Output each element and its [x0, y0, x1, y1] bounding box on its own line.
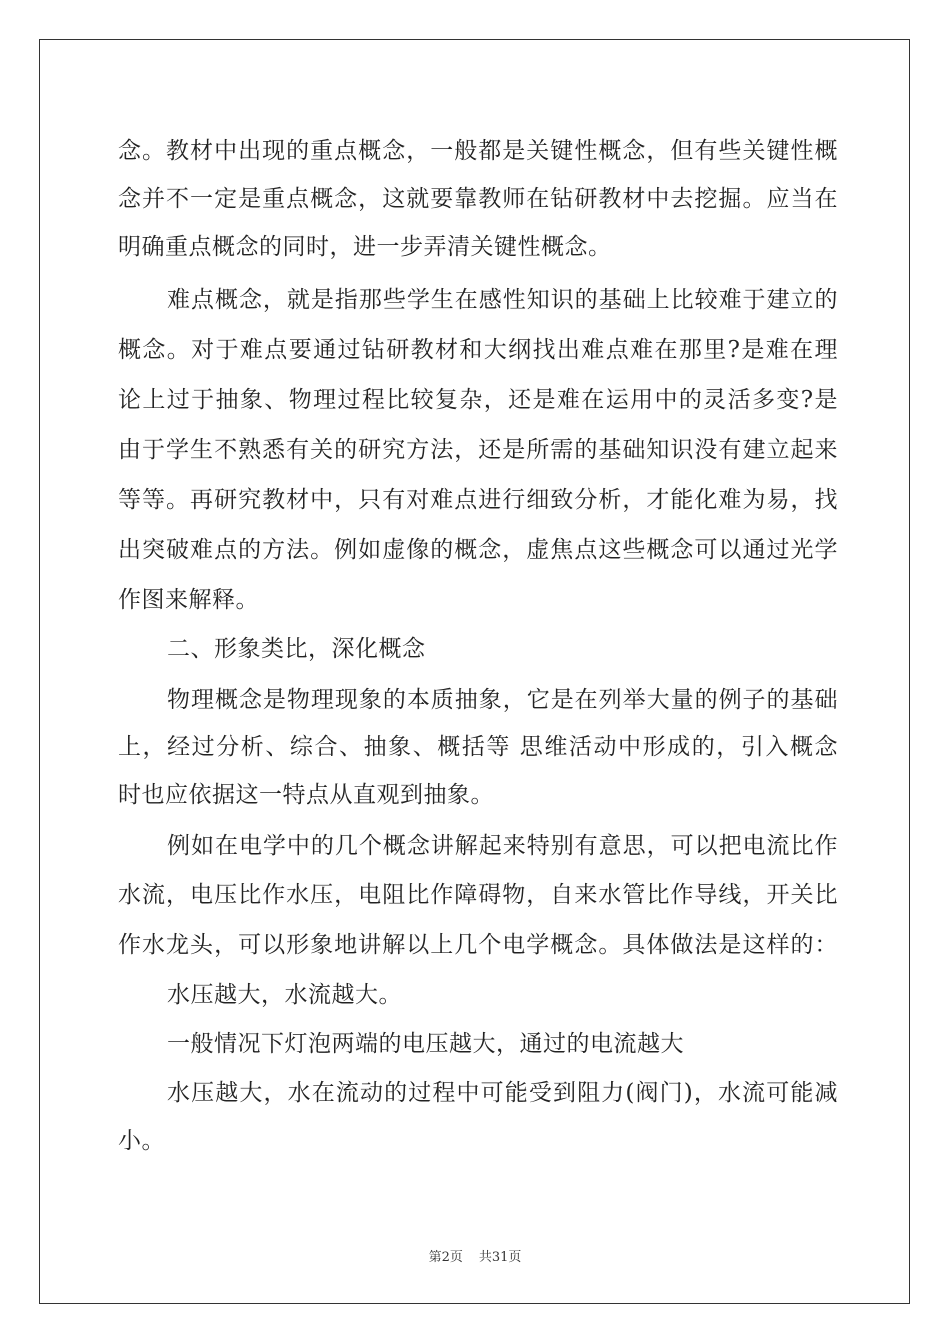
text-line: 水流，电压比作水压，电阻比作障碍物，自来水管比作导线，开关比 — [118, 882, 838, 908]
section-heading: 二、形象类比，深化概念 — [167, 636, 426, 662]
text-line: 一般情况下灯泡两端的电压越大，通过的电流越大 — [167, 1031, 684, 1057]
text-line: 水压越大，水在流动的过程中可能受到阻力(阀门)，水流可能减 — [167, 1080, 838, 1106]
text-line: 上，经过分析、综合、抽象、概括等 思维活动中形成的，引入概念 — [118, 734, 838, 760]
page-footer — [0, 1246, 950, 1265]
text-line: 物理概念是物理现象的本质抽象，它是在列举大量的例子的基础 — [167, 687, 838, 713]
text-line: 由于学生不熟悉有关的研究方法，还是所需的基础知识没有建立起来 — [118, 437, 838, 463]
text-line: 概念。对于难点要通过钻研教材和大纲找出难点难在那里?是难在理 — [118, 337, 838, 363]
text-line: 论上过于抽象、物理过程比较复杂，还是难在运用中的灵活多变?是 — [118, 387, 838, 413]
text-line: 明确重点概念的同时，进一步弄清关键性概念。 — [118, 234, 612, 260]
text-line: 小。 — [118, 1128, 165, 1154]
text-line: 水压越大，水流越大。 — [167, 982, 402, 1008]
page-total: 共31页 — [478, 1250, 522, 1265]
text-line: 出突破难点的方法。例如虚像的概念，虚焦点这些概念可以通过光学 — [118, 537, 838, 563]
text-line: 难点概念，就是指那些学生在感性知识的基础上比较难于建立的 — [167, 287, 838, 313]
page-number: 第2页 — [428, 1250, 463, 1265]
text-line: 时也应依据这一特点从直观到抽象。 — [118, 782, 494, 808]
text-line: 等等。再研究教材中，只有对难点进行细致分析，才能化难为易，找 — [118, 487, 838, 513]
text-line: 念。教材中出现的重点概念，一般都是关键性概念，但有些关键性概 — [118, 138, 838, 164]
text-line: 作图来解释。 — [118, 587, 259, 613]
text-line: 念并不一定是重点概念，这就要靠教师在钻研教材中去挖掘。应当在 — [118, 186, 838, 212]
text-line: 作水龙头，可以形象地讲解以上几个电学概念。具体做法是这样的： — [118, 932, 838, 958]
text-line: 例如在电学中的几个概念讲解起来特别有意思，可以把电流比作 — [167, 833, 838, 859]
